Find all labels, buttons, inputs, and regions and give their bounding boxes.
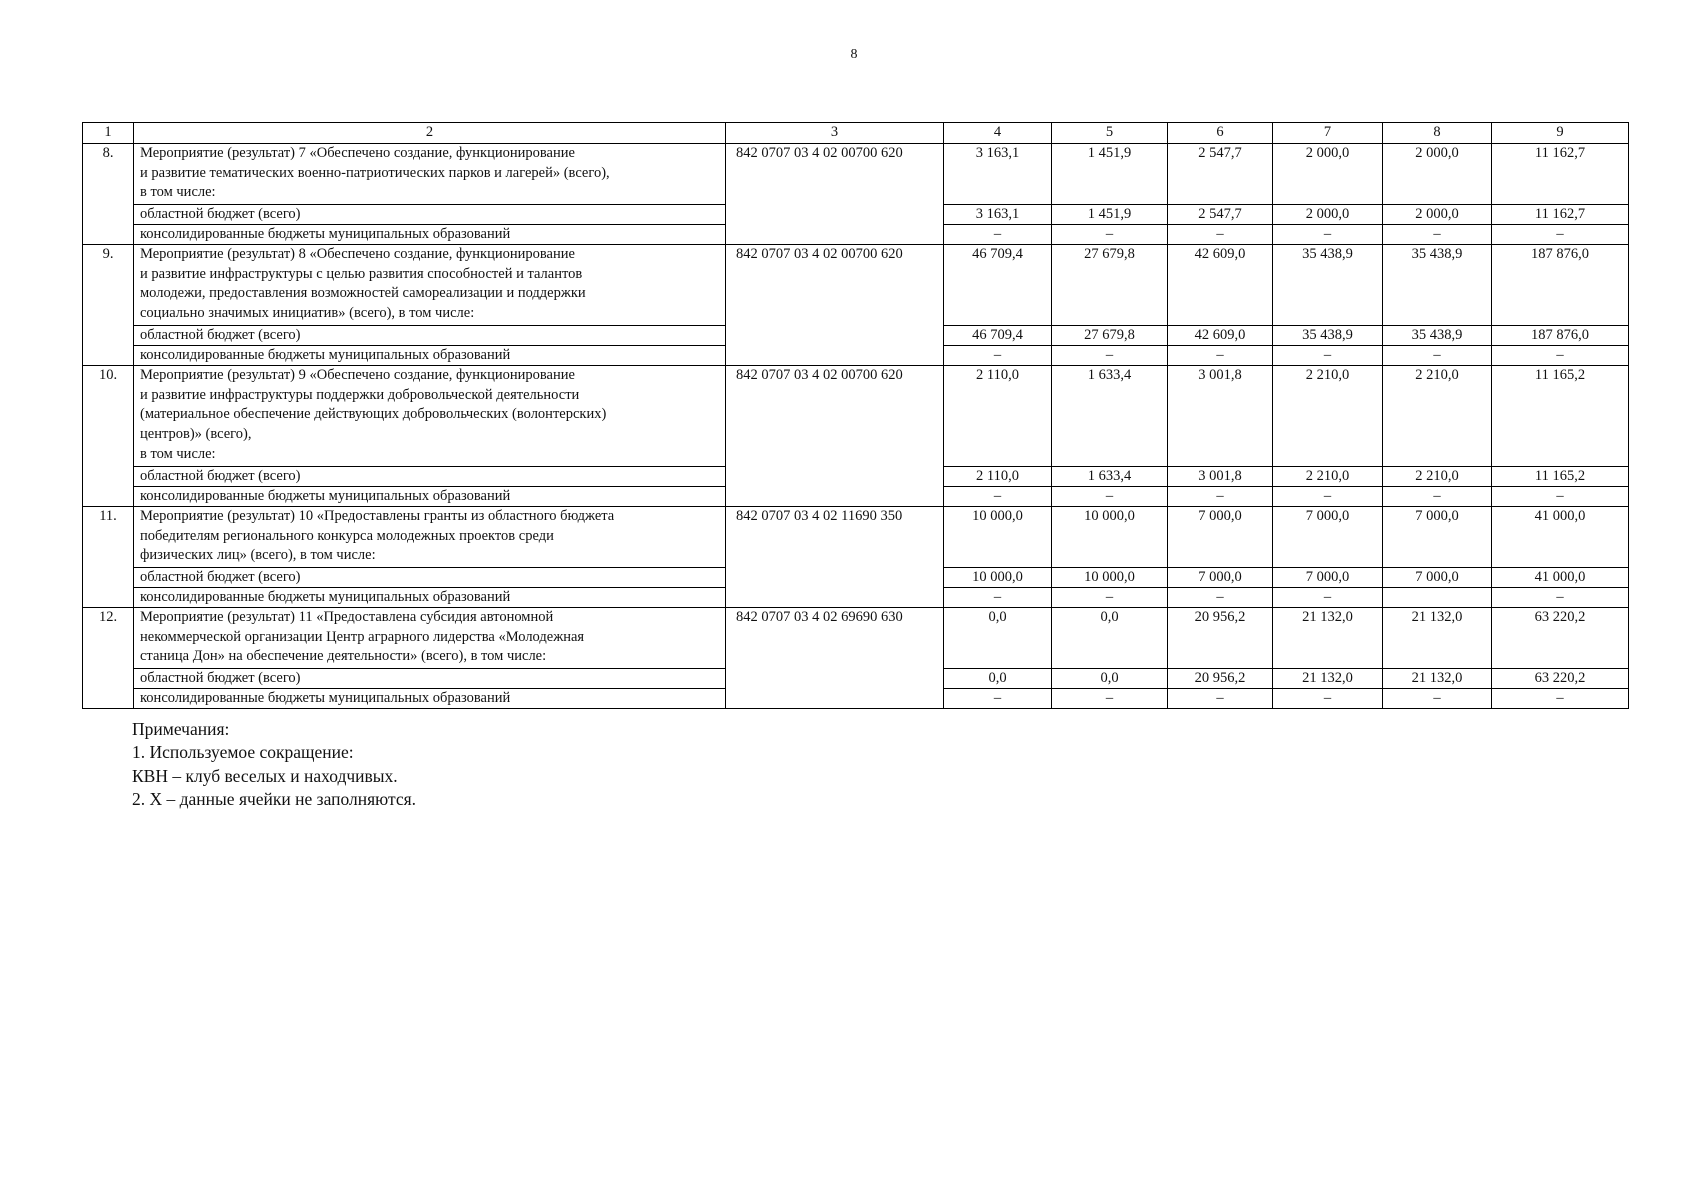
- header-cell: 7: [1273, 123, 1383, 144]
- table-row: [83, 244, 1629, 325]
- value-cell: –: [1273, 486, 1383, 506]
- header-cell: 2: [134, 123, 726, 144]
- value-cell: –: [944, 224, 1052, 244]
- value-cell: 20 956,2: [1168, 668, 1273, 688]
- value-cell: 1 451,9: [1052, 204, 1168, 224]
- value-cell: 41 000,0: [1492, 567, 1629, 587]
- value-cell: –: [1492, 688, 1629, 708]
- value-cell: –: [1383, 688, 1492, 708]
- table-row: [83, 607, 1629, 668]
- value-cell: 35 438,9: [1273, 325, 1383, 345]
- value-cell: –: [1168, 345, 1273, 365]
- subrow-label: консолидированные бюджеты муниципальных образований: [134, 688, 726, 708]
- value-cell: –: [1273, 587, 1383, 607]
- subrow-label: областной бюджет (всего): [134, 204, 726, 224]
- value-cell: –: [1383, 345, 1492, 365]
- value-cell: 2 000,0: [1273, 143, 1383, 204]
- value-cell: 42 609,0: [1168, 244, 1273, 325]
- value-cell: –: [1052, 688, 1168, 708]
- value-cell: 46 709,4: [944, 325, 1052, 345]
- description-line: Мероприятие (результат) 8 «Обеспечено создание, функционирование: [140, 245, 575, 262]
- value-cell: –: [1492, 587, 1629, 607]
- budget-code: 842 0707 03 4 02 00700 620: [726, 244, 944, 365]
- value-cell: –: [1168, 224, 1273, 244]
- value-cell: –: [1052, 587, 1168, 607]
- value-cell: –: [1273, 345, 1383, 365]
- subrow-label: консолидированные бюджеты муниципальных образований: [134, 587, 726, 607]
- header-cell: 6: [1168, 123, 1273, 144]
- value-cell: 41 000,0: [1492, 506, 1629, 567]
- value-cell: 2 210,0: [1273, 365, 1383, 466]
- row-description: [134, 244, 726, 325]
- row-index: 9.: [83, 244, 134, 365]
- row-index: 8.: [83, 143, 134, 244]
- value-cell: 0,0: [944, 668, 1052, 688]
- value-cell: –: [1052, 345, 1168, 365]
- header-cell: 8: [1383, 123, 1492, 144]
- value-cell: –: [1383, 486, 1492, 506]
- value-cell: –: [1492, 224, 1629, 244]
- value-cell: 2 000,0: [1273, 204, 1383, 224]
- header-cell: 9: [1492, 123, 1629, 144]
- value-cell: 21 132,0: [1383, 668, 1492, 688]
- value-cell: –: [1383, 224, 1492, 244]
- value-cell: –: [1492, 345, 1629, 365]
- value-cell: 10 000,0: [944, 506, 1052, 567]
- value-cell: 7 000,0: [1168, 506, 1273, 567]
- value-cell: –: [944, 345, 1052, 365]
- value-cell: 2 210,0: [1273, 466, 1383, 486]
- row-index: 12.: [83, 607, 134, 708]
- table-row: [83, 365, 1629, 466]
- description-line: (материальное обеспечение действующих добровольческих (волонтерских): [140, 406, 607, 423]
- budget-code: 842 0707 03 4 02 69690 630: [726, 607, 944, 708]
- value-cell: 21 132,0: [1383, 607, 1492, 668]
- description-line: физических лиц» (всего), в том числе:: [140, 547, 376, 564]
- description-line: молодежи, предоставления возможностей самореализации и поддержки: [140, 285, 586, 302]
- value-cell: 11 165,2: [1492, 365, 1629, 466]
- value-cell: 27 679,8: [1052, 325, 1168, 345]
- value-cell: 1 451,9: [1052, 143, 1168, 204]
- budget-code: 842 0707 03 4 02 11690 350: [726, 506, 944, 607]
- description-line: центров)» (всего),: [140, 426, 252, 443]
- description-line: Мероприятие (результат) 11 «Предоставлена субсидия автономной: [140, 608, 554, 625]
- value-cell: 0,0: [1052, 607, 1168, 668]
- value-cell: 63 220,2: [1492, 668, 1629, 688]
- value-cell: 35 438,9: [1383, 325, 1492, 345]
- value-cell: 7 000,0: [1168, 567, 1273, 587]
- row-description: [134, 506, 726, 567]
- value-cell: 1 633,4: [1052, 365, 1168, 466]
- value-cell: 3 001,8: [1168, 466, 1273, 486]
- value-cell: 3 163,1: [944, 143, 1052, 204]
- value-cell: 10 000,0: [1052, 506, 1168, 567]
- description-line: станица Дон» на обеспечение деятельности» (всего), в том числе:: [140, 648, 547, 665]
- value-cell: 35 438,9: [1273, 244, 1383, 325]
- header-cell: 4: [944, 123, 1052, 144]
- value-cell: –: [944, 688, 1052, 708]
- value-cell: 187 876,0: [1492, 244, 1629, 325]
- value-cell: –: [1052, 224, 1168, 244]
- header-cell: 1: [83, 123, 134, 144]
- description-line: социально значимых инициатив» (всего), в том числе:: [140, 305, 475, 322]
- value-cell: 2 000,0: [1383, 204, 1492, 224]
- value-cell: –: [1052, 486, 1168, 506]
- value-cell: 11 162,7: [1492, 143, 1629, 204]
- value-cell: 7 000,0: [1383, 567, 1492, 587]
- description-line: и развитие инфраструктуры с целью развития способностей и талантов: [140, 265, 583, 282]
- value-cell: 1 633,4: [1052, 466, 1168, 486]
- budget-table: [82, 122, 1629, 709]
- value-cell: 2 000,0: [1383, 143, 1492, 204]
- notes: [132, 718, 416, 812]
- value-cell: 11 162,7: [1492, 204, 1629, 224]
- description-line: победителям регионального конкурса молодежных проектов среди: [140, 527, 554, 544]
- row-description: [134, 143, 726, 204]
- description-line: и развитие инфраструктуры поддержки добровольческой деятельности: [140, 386, 580, 403]
- note-line: 1. Используемое сокращение:: [132, 742, 354, 763]
- value-cell: 21 132,0: [1273, 668, 1383, 688]
- value-cell: 11 165,2: [1492, 466, 1629, 486]
- table-body: [83, 123, 1629, 709]
- value-cell: 7 000,0: [1273, 506, 1383, 567]
- value-cell: 0,0: [1052, 668, 1168, 688]
- table-row: [83, 143, 1629, 204]
- header-cell: 5: [1052, 123, 1168, 144]
- subrow-label: консолидированные бюджеты муниципальных образований: [134, 345, 726, 365]
- value-cell: 2 547,7: [1168, 143, 1273, 204]
- value-cell: –: [944, 587, 1052, 607]
- value-cell: 21 132,0: [1273, 607, 1383, 668]
- row-index: 11.: [83, 506, 134, 607]
- notes-title: Примечания:: [132, 719, 230, 739]
- value-cell: 20 956,2: [1168, 607, 1273, 668]
- page-number: 8: [850, 47, 858, 62]
- description-line: Мероприятие (результат) 7 «Обеспечено создание, функционирование: [140, 144, 575, 161]
- value-cell: –: [1273, 224, 1383, 244]
- description-line: и развитие тематических военно-патриотических парков и лагерей» (всего),: [140, 164, 610, 181]
- value-cell: 10 000,0: [944, 567, 1052, 587]
- row-description: [134, 607, 726, 668]
- description-line: Мероприятие (результат) 9 «Обеспечено создание, функционирование: [140, 366, 575, 383]
- budget-code: 842 0707 03 4 02 00700 620: [726, 143, 944, 244]
- value-cell: 2 547,7: [1168, 204, 1273, 224]
- value-cell: –: [1168, 486, 1273, 506]
- subrow-label: областной бюджет (всего): [134, 668, 726, 688]
- table-row: [83, 506, 1629, 567]
- note-line: 2. Х – данные ячейки не заполняются.: [132, 789, 417, 810]
- value-cell: 187 876,0: [1492, 325, 1629, 345]
- value-cell: 2 110,0: [944, 466, 1052, 486]
- note-line: КВН – клуб веселых и находчивых.: [132, 765, 398, 786]
- subrow-label: областной бюджет (всего): [134, 325, 726, 345]
- value-cell: 35 438,9: [1383, 244, 1492, 325]
- value-cell: –: [1168, 587, 1273, 607]
- description-line: в том числе:: [140, 184, 216, 201]
- subrow-label: областной бюджет (всего): [134, 466, 726, 486]
- header-cell: 3: [726, 123, 944, 144]
- value-cell: 3 163,1: [944, 204, 1052, 224]
- value-cell: 7 000,0: [1273, 567, 1383, 587]
- value-cell: 46 709,4: [944, 244, 1052, 325]
- value-cell: 42 609,0: [1168, 325, 1273, 345]
- value-cell: 0,0: [944, 607, 1052, 668]
- value-cell: 3 001,8: [1168, 365, 1273, 466]
- value-cell: 2 210,0: [1383, 466, 1492, 486]
- row-index: 10.: [83, 365, 134, 506]
- budget-code: 842 0707 03 4 02 00700 620: [726, 365, 944, 506]
- description-line: в том числе:: [140, 445, 216, 462]
- value-cell: –: [1273, 688, 1383, 708]
- subrow-label: областной бюджет (всего): [134, 567, 726, 587]
- description-line: некоммерческой организации Центр аграрного лидерства «Молодежная: [140, 628, 585, 645]
- value-cell: 63 220,2: [1492, 607, 1629, 668]
- value-cell: –: [1168, 688, 1273, 708]
- value-cell: 2 110,0: [944, 365, 1052, 466]
- value-cell: 10 000,0: [1052, 567, 1168, 587]
- value-cell: –: [944, 486, 1052, 506]
- header-row: [83, 123, 1629, 144]
- subrow-label: консолидированные бюджеты муниципальных образований: [134, 486, 726, 506]
- row-description: [134, 365, 726, 466]
- value-cell: 2 210,0: [1383, 365, 1492, 466]
- subrow-label: консолидированные бюджеты муниципальных образований: [134, 224, 726, 244]
- value-cell: 7 000,0: [1383, 506, 1492, 567]
- value-cell: 27 679,8: [1052, 244, 1168, 325]
- description-line: Мероприятие (результат) 10 «Предоставлены гранты из областного бюджета: [140, 507, 615, 524]
- value-cell: –: [1492, 486, 1629, 506]
- value-cell: [1383, 587, 1492, 607]
